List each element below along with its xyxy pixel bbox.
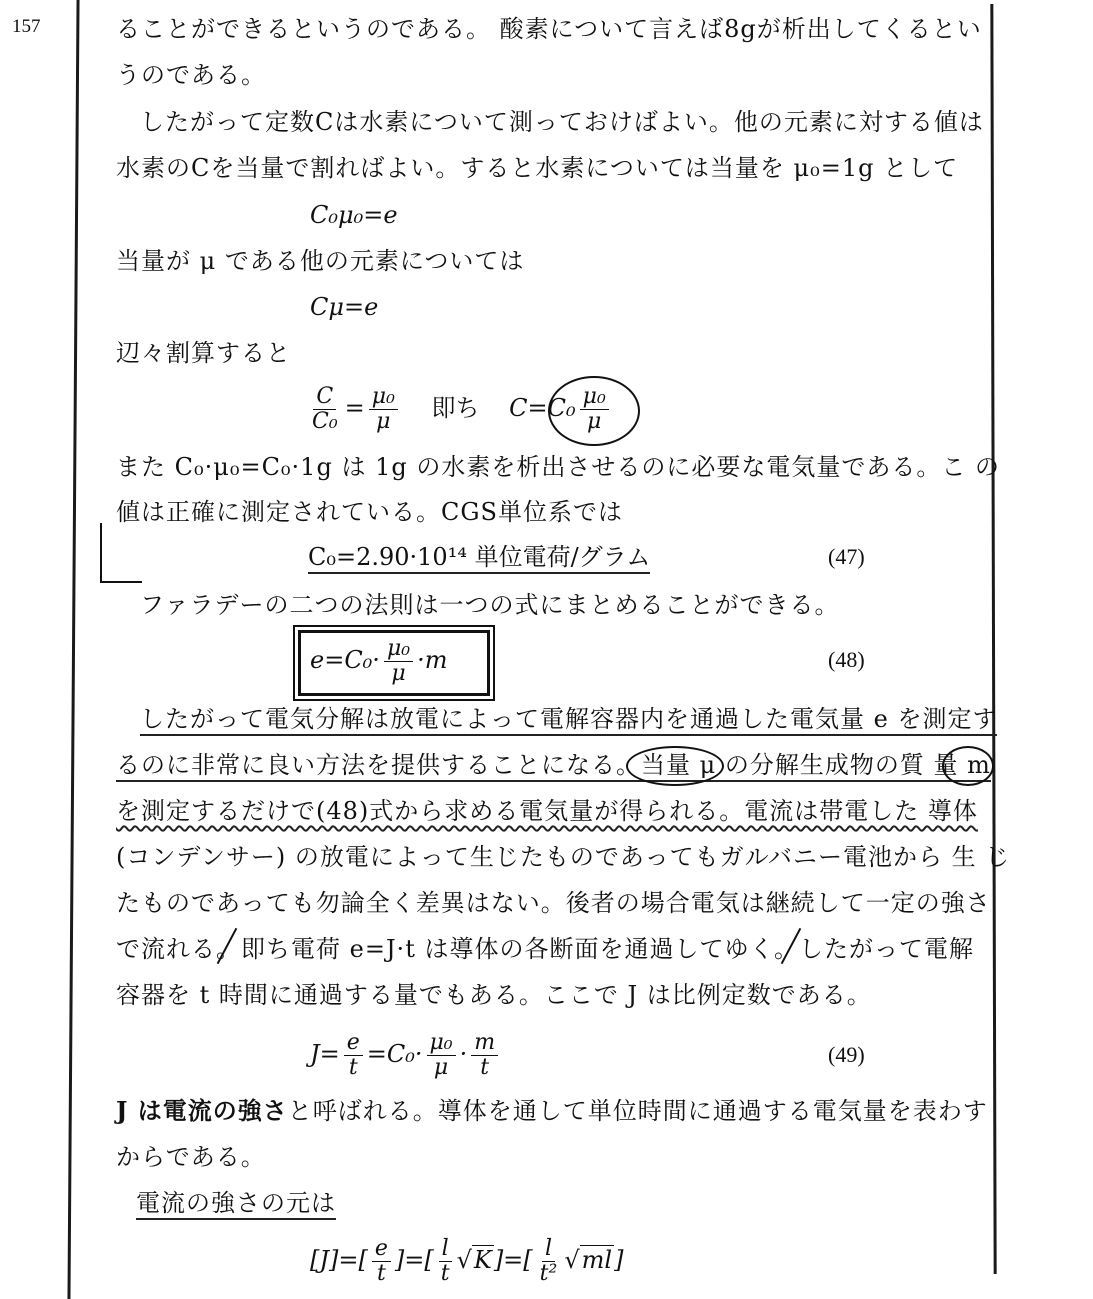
text-line-1: ることができるというのである。 酸素について言えば8gが析出してくるとい xyxy=(116,15,982,43)
text-line-3: したがって定数Cは水素について測っておけばよい。他の元素に対する値は xyxy=(140,108,984,136)
text-line-5: 当量が μ である他の元素については xyxy=(116,247,525,275)
text-line-2: うのである。 xyxy=(116,61,266,89)
equation-cmu: Cμ=e xyxy=(310,293,379,321)
handwritten-circle-m xyxy=(942,746,994,786)
text-line-14: たものであっても勿論全く差異はない。後者の場合電気は継続して一定の強さ xyxy=(116,889,991,917)
equation-47: C₀=2.90·10¹⁴ 単位電荷/グラム xyxy=(308,542,650,574)
equation-48: e=C₀· $\frac{\text{μ₀}}{\mu}$ ·m xyxy=(310,636,448,686)
equation-number-49: (49) xyxy=(828,1042,865,1067)
page-number: 157 xyxy=(12,16,41,37)
handwritten-circle-mark xyxy=(548,376,640,446)
text-line-15: で流れる。即ち電荷 e=J·t は導体の各断面を通過してゆく。したがって電解 xyxy=(116,935,974,963)
right-margin-line xyxy=(990,4,996,1274)
text-line-9: ファラデーの二つの法則は一つの式にまとめることができる。 xyxy=(140,591,840,619)
text-line-4: 水素のCを当量で割ればよい。すると水素については当量を μ₀=1g として xyxy=(116,154,959,182)
equation-number-47: (47) xyxy=(828,544,865,569)
text-line-7: また C₀·μ₀=C₀·1g は 1g の水素を析出させるのに必要な電気量である。こ の xyxy=(116,453,1000,481)
text-line-8: 値は正確に測定されている。CGS単位系では xyxy=(116,498,623,526)
equation-49: J= $\frac{e}{t}$ =C₀· $\frac{\text{μ₀}}{\mu}$ · $\frac{m}{t}$ xyxy=(310,1024,502,1084)
text-line-6: 辺々割算すると xyxy=(116,339,291,367)
text-line-17: J は電流の強さと呼ばれる。導体を通して単位時間に通過する電気量を表わす xyxy=(116,1096,988,1125)
handwritten-bracket-mark xyxy=(100,523,142,583)
equation-dimension: [J]=[ $\frac{e}{t}$ ]=[ $\frac{l}{t}$ √K]=[ $\frac{l}{\text{t²}}$ √ml] xyxy=(310,1236,624,1286)
term-current-strength: J は電流の強さ xyxy=(116,1096,288,1125)
text-line-11: るのに非常に良い方法を提供することになる。当量 μ の分解生成物の質 量 m xyxy=(116,750,991,782)
handwritten-circle-mu xyxy=(626,746,724,786)
text-line-10: したがって電気分解は放電によって電解容器内を通過した電気量 e を測定す xyxy=(140,704,997,736)
equation-ratio: $\frac{C}{\text{C₀}}$ = $\frac{\text{μ₀}}{\mu}$ 即ち C=C₀ $\frac{\text{μ₀}}{\mu}$ xyxy=(305,378,613,438)
text-line-18: からである。 xyxy=(116,1143,266,1171)
text-line-19: 電流の強さの元は xyxy=(136,1188,336,1220)
left-margin-line xyxy=(67,0,79,1299)
equation-c0mu0: C₀μ₀=e xyxy=(310,201,398,229)
text-line-16: 容器を t 時間に通過する量でもある。ここで J は比例定数である。 xyxy=(116,981,872,1009)
text-line-13: (コンデンサー) の放電によって生じたものであってもガルバニー電池から 生 じ xyxy=(116,843,1011,871)
text-line-12: を測定するだけで(48)式から求める電気量が得られる。電流は帯電した 導体 xyxy=(116,797,978,825)
equation-number-48: (48) xyxy=(828,647,865,672)
